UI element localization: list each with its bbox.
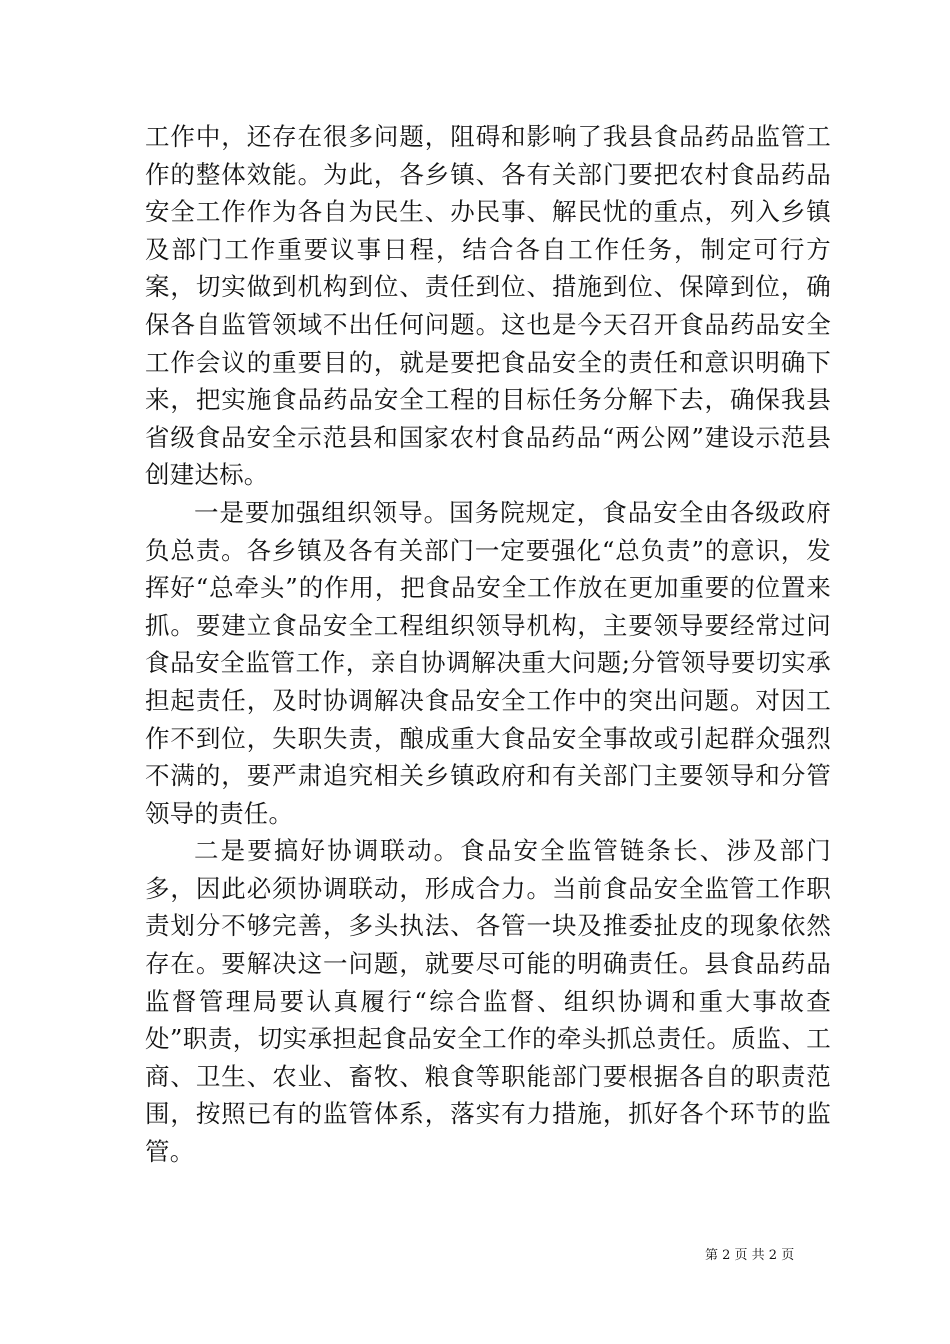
paragraph-coordination: 二是要搞好协调联动。食品安全监管链条长、涉及部门多，因此必须协调联动，形成合力。当前食品安全监管工作职责划分不够完善，多头执法、各管一块及推委扯皮的现象依然存在。要解决这一问题，就要尽可能的明确责任。县食品药品监督管理局要认真履行“综合监督、组织协调和重大事故查处”职责，切实承担起食品安全工作的牵头抓总责任。质监、工商、卫生、农业、畜牧、粮食等职能部门要根据各自的职责范围，按照已有的监管体系，落实有力措施，抓好各个环节的监管。 [145, 836, 831, 1167]
paragraph-continuation: 工作中，还存在很多问题，阻碍和影响了我县食品药品监管工作的整体效能。为此，各乡镇、各有关部门要把农村食品药品安全工作作为各自为民生、办民事、解民忧的重点，列入乡镇及部门工作重要议事日程，结合各自工作任务，制定可行方案，切实做到机构到位、责任到位、措施到位、保障到位，确保各自监管领域不出任何问题。这也是今天召开食品药品安全工作会议的重要目的，就是要把食品安全的责任和意识明确下来，把实施食品药品安全工程的目标任务分解下去，确保我县省级食品安全示范县和国家农村食品药品“两公网”建设示范县创建达标。 [145, 122, 831, 490]
paragraph-organization-leadership: 一是要加强组织领导。国务院规定，食品安全由各级政府负总责。各乡镇及各有关部门一定要强化“总负责”的意识，发挥好“总牵头”的作用，把食品安全工作放在更加重要的位置来抓。要建立食品安全工程组织领导机构，主要领导要经常过问食品安全监管工作，亲自协调解决重大问题;分管领导要切实承担起责任，及时协调解决食品安全工作中的突出问题。对因工作不到位，失职失责，酿成重大食品安全事故或引起群众强烈不满的，要严肃追究相关乡镇政府和有关部门主要领导和分管领导的责任。 [145, 497, 831, 828]
page-number-footer: 第 2 页 共 2 页 [705, 1248, 795, 1263]
document-body [145, 118, 831, 1171]
